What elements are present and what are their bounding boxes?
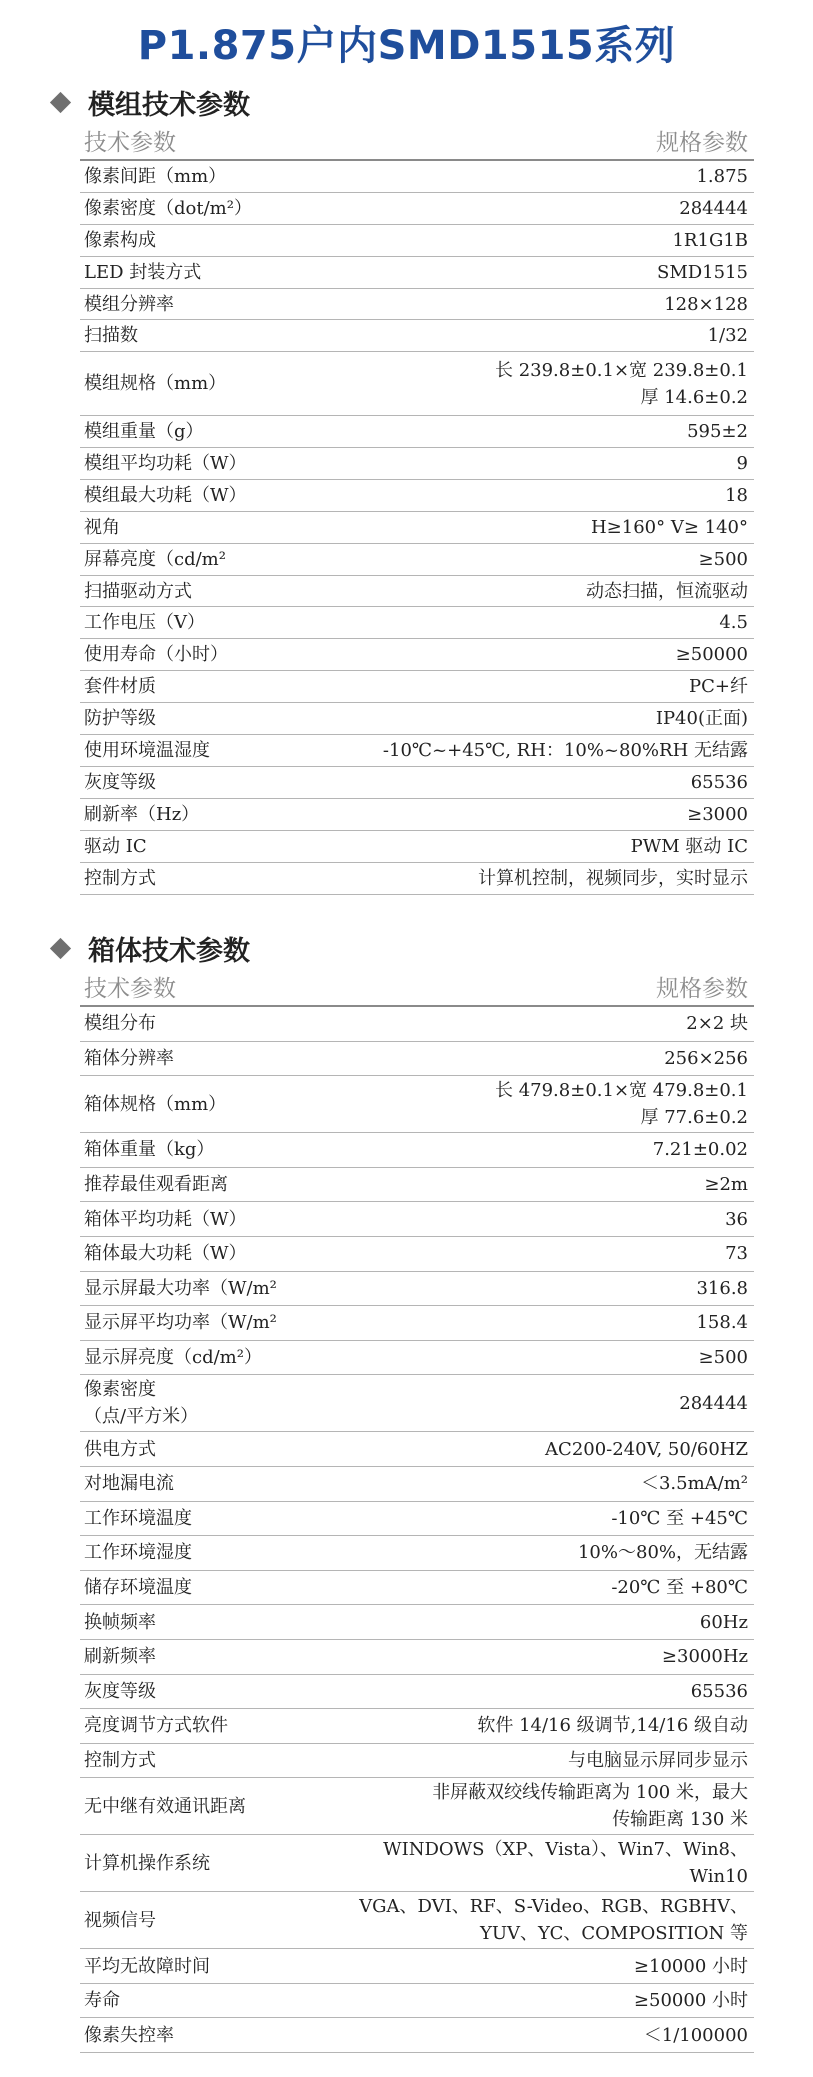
- table-row: [80, 1984, 754, 2019]
- row-label: 刷新率（Hz）: [84, 803, 200, 825]
- row-label: 箱体分辨率: [84, 1047, 174, 1069]
- row-value: H≥160° V≥ 140°: [590, 516, 748, 538]
- row-value: AC200-240V, 50/60HZ: [545, 1438, 748, 1460]
- table-row: [80, 1272, 754, 1307]
- row-value: ≥500: [698, 1347, 748, 1369]
- row-label: 刷新频率: [84, 1646, 156, 1668]
- row-label: 模组重量（g）: [84, 421, 204, 443]
- row-label: 套件材质: [84, 676, 156, 698]
- row-label: 平均无故障时间: [84, 1955, 210, 1977]
- row-value: ≥50000: [675, 644, 748, 666]
- row-value: 284444: [679, 1392, 748, 1414]
- row-label: 像素密度（dot/m²）: [84, 197, 252, 219]
- row-label: 驱动 IC: [84, 835, 147, 857]
- table-row: [80, 289, 754, 321]
- row-label: 计算机操作系统: [84, 1852, 210, 1874]
- cabinet-table-header: [80, 967, 754, 1007]
- row-label: 使用寿命（小时）: [84, 644, 228, 666]
- table-row: [80, 1202, 754, 1237]
- table-row: [80, 799, 754, 831]
- row-value: ＜3.5mA/m²: [640, 1473, 748, 1495]
- table-row: [80, 671, 754, 703]
- row-label: 像素密度 （点/平方米）: [84, 1379, 199, 1428]
- table-row: [80, 544, 754, 576]
- row-value: 动态扫描，恒流驱动: [586, 580, 748, 602]
- row-label: 工作电压（V）: [84, 612, 205, 634]
- row-value: PWM 驱动 IC: [630, 835, 748, 857]
- table-row: [80, 1042, 754, 1077]
- module-section-title: 模组技术参数: [88, 89, 250, 121]
- row-value: 7.21±0.02: [652, 1139, 748, 1161]
- row-label: 储存环境温度: [84, 1577, 192, 1599]
- row-label: 工作环境湿度: [84, 1542, 192, 1564]
- table-row: [80, 1605, 754, 1640]
- cabinet-section-title: 箱体技术参数: [88, 935, 250, 967]
- table-row: [80, 1467, 754, 1502]
- row-value: 316.8: [696, 1277, 748, 1299]
- row-label: 无中继有效通讯距离: [84, 1795, 246, 1817]
- row-value: SMD1515: [656, 261, 748, 283]
- table-row: [80, 1076, 754, 1133]
- row-value: 计算机控制，视频同步，实时显示: [478, 867, 748, 889]
- row-value: WINDOWS（XP、Vista）、Win7、Win8、 Win10: [383, 1839, 748, 1888]
- row-value: 非屏蔽双绞线传输距离为 100 米，最大 传输距离 130 米: [432, 1782, 748, 1831]
- table-row: [80, 863, 754, 895]
- table-row: [80, 1640, 754, 1675]
- row-value: 10%～80%，无结露: [577, 1542, 748, 1564]
- row-label: 寿命: [84, 1990, 120, 2012]
- table-row: [80, 1341, 754, 1376]
- row-label: 模组规格（mm）: [84, 373, 227, 395]
- table-row: [80, 831, 754, 863]
- row-label: 模组分布: [84, 1013, 156, 1035]
- row-value: VGA、DVI、RF、S-Video、RGB、RGBHV、 YUV、YC、COMPOSITION 等: [359, 1896, 748, 1945]
- row-label: 箱体规格（mm）: [84, 1093, 227, 1115]
- module-table-header: [80, 121, 754, 161]
- row-value: 9: [736, 452, 748, 474]
- row-label: 亮度调节方式软件: [84, 1715, 228, 1737]
- row-label: 控制方式: [84, 1749, 156, 1771]
- module-spec-table: [80, 121, 754, 895]
- row-label: 控制方式: [84, 867, 156, 889]
- table-row: [80, 767, 754, 799]
- row-label: 换帧频率: [84, 1611, 156, 1633]
- row-value: 73: [725, 1243, 748, 1265]
- table-row: [80, 1709, 754, 1744]
- cabinet-header-left: 技术参数: [84, 975, 176, 1002]
- row-value: -10℃~+45℃, RH：10%~80%RH 无结露: [382, 739, 748, 761]
- row-value: 256×256: [664, 1047, 748, 1069]
- row-value: 284444: [679, 197, 748, 219]
- row-value: 65536: [690, 771, 748, 793]
- table-row: [80, 352, 754, 416]
- table-row: [80, 1168, 754, 1203]
- table-row: [80, 1432, 754, 1467]
- table-row: [80, 1892, 754, 1949]
- cabinet-section-heading: [50, 928, 250, 968]
- row-label: 像素失控率: [84, 2024, 174, 2046]
- row-label: 扫描数: [84, 325, 138, 347]
- table-row: [80, 1133, 754, 1168]
- row-value: 4.5: [719, 612, 748, 634]
- row-value: 长 479.8±0.1×宽 479.8±0.1 厚 77.6±0.2: [494, 1080, 748, 1129]
- row-label: 屏幕亮度（cd/m²: [84, 548, 226, 570]
- row-label: 扫描驱动方式: [84, 580, 192, 602]
- row-value: ≥3000: [687, 803, 748, 825]
- row-label: 工作环境温度: [84, 1507, 192, 1529]
- table-row: [80, 1007, 754, 1042]
- table-row: [80, 1571, 754, 1606]
- table-row: [80, 416, 754, 448]
- row-label: 显示屏亮度（cd/m²）: [84, 1347, 262, 1369]
- cabinet-header-right: 规格参数: [656, 975, 748, 1002]
- module-table-rows: [80, 161, 754, 895]
- row-label: 模组分辨率: [84, 293, 174, 315]
- row-label: 显示屏最大功率（W/m²: [84, 1277, 277, 1299]
- row-value: PC+纤: [689, 676, 748, 698]
- table-row: [80, 257, 754, 289]
- row-value: 158.4: [696, 1312, 748, 1334]
- table-row: [80, 576, 754, 608]
- table-row: [80, 1375, 754, 1432]
- row-value: ≥3000Hz: [661, 1646, 748, 1668]
- row-value: 128×128: [664, 293, 748, 315]
- table-row: [80, 1835, 754, 1892]
- row-label: 防护等级: [84, 708, 156, 730]
- row-value: ≥50000 小时: [633, 1990, 748, 2012]
- row-label: 显示屏平均功率（W/m²: [84, 1312, 277, 1334]
- table-row: [80, 639, 754, 671]
- row-value: 软件 14/16 级调节,14/16 级自动: [477, 1715, 748, 1737]
- row-label: 像素间距（mm）: [84, 165, 227, 187]
- cabinet-spec-table: [80, 967, 754, 2053]
- page-title: P1.875户内SMD1515系列: [137, 23, 676, 69]
- table-row: [80, 735, 754, 767]
- row-label: 箱体平均功耗（W）: [84, 1208, 247, 1230]
- table-row: [80, 1675, 754, 1710]
- table-row: [80, 1306, 754, 1341]
- row-value: -20℃ 至 +80℃: [611, 1577, 748, 1599]
- row-label: 模组最大功耗（W）: [84, 484, 247, 506]
- row-label: 对地漏电流: [84, 1473, 174, 1495]
- row-value: 36: [725, 1208, 748, 1230]
- module-header-left: 技术参数: [84, 129, 176, 156]
- row-value: ＜1/100000: [643, 2024, 748, 2046]
- table-row: [80, 1744, 754, 1779]
- row-label: 箱体最大功耗（W）: [84, 1243, 247, 1265]
- row-value: 2×2 块: [686, 1013, 748, 1035]
- row-label: 模组平均功耗（W）: [84, 452, 247, 474]
- row-value: 1.875: [696, 165, 748, 187]
- row-value: ≥500: [698, 548, 748, 570]
- table-row: [80, 1237, 754, 1272]
- table-row: [80, 2018, 754, 2053]
- row-label: 视频信号: [84, 1909, 156, 1931]
- row-label: 使用环境温湿度: [84, 739, 210, 761]
- row-value: 长 239.8±0.1×宽 239.8±0.1 厚 14.6±0.2: [494, 359, 748, 408]
- cabinet-table-rows: [80, 1007, 754, 2053]
- row-label: 灰度等级: [84, 1680, 156, 1702]
- row-label: 灰度等级: [84, 771, 156, 793]
- table-row: [80, 161, 754, 193]
- table-row: [80, 448, 754, 480]
- row-value: ≥2m: [704, 1174, 748, 1196]
- table-row: [80, 1778, 754, 1835]
- table-row: [80, 703, 754, 735]
- table-row: [80, 320, 754, 352]
- diamond-bullet-icon: [50, 937, 71, 958]
- row-label: 像素构成: [84, 229, 156, 251]
- row-value: 1/32: [707, 325, 748, 347]
- row-label: 推荐最佳观看距离: [84, 1174, 228, 1196]
- row-label: LED 封装方式: [84, 261, 202, 283]
- table-row: [80, 225, 754, 257]
- table-row: [80, 607, 754, 639]
- row-value: -10℃ 至 +45℃: [611, 1507, 748, 1529]
- table-row: [80, 1536, 754, 1571]
- row-value: 与电脑显示屏同步显示: [568, 1749, 748, 1771]
- row-value: IP40(正面): [655, 708, 748, 730]
- row-value: 595±2: [687, 421, 748, 443]
- table-row: [80, 1502, 754, 1537]
- table-row: [80, 512, 754, 544]
- row-label: 箱体重量（kg）: [84, 1139, 215, 1161]
- table-row: [80, 1949, 754, 1984]
- row-value: 65536: [690, 1680, 748, 1702]
- row-label: 供电方式: [84, 1438, 156, 1460]
- row-value: 18: [725, 484, 748, 506]
- diamond-bullet-icon: [50, 91, 71, 112]
- table-row: [80, 193, 754, 225]
- row-label: 视角: [84, 516, 120, 538]
- table-row: [80, 480, 754, 512]
- row-value: 60Hz: [699, 1611, 748, 1633]
- module-section-heading: [50, 82, 250, 122]
- module-header-right: 规格参数: [656, 129, 748, 156]
- row-value: 1R1G1B: [672, 229, 748, 251]
- row-value: ≥10000 小时: [633, 1955, 748, 1977]
